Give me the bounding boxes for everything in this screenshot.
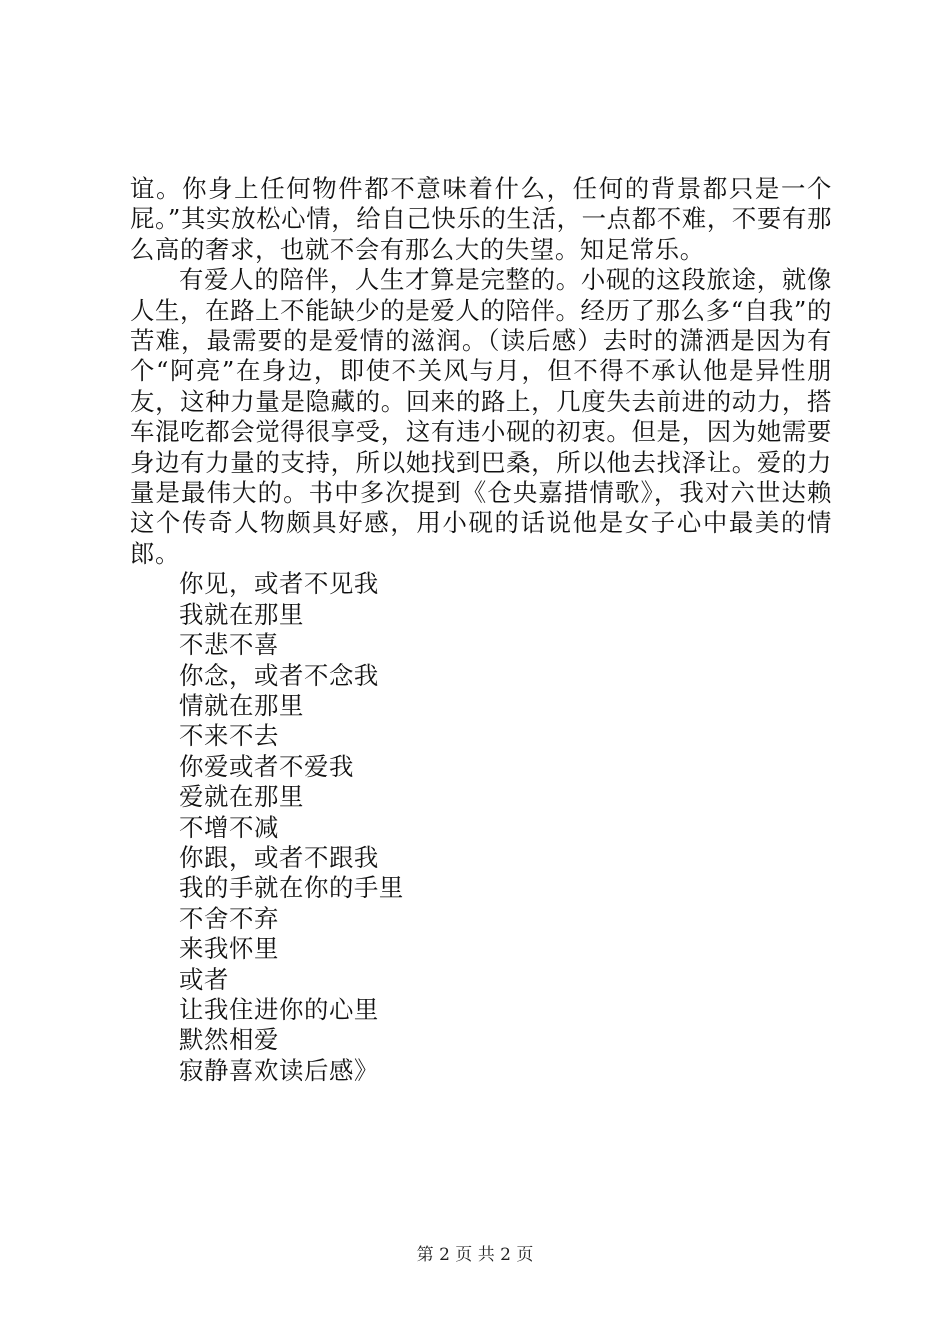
poem-line: 你见，或者不见我 [179, 569, 379, 599]
page-number-footer: 第 2 页 共 2 页 [416, 1245, 534, 1265]
poem-line: 不悲不喜 [179, 630, 279, 660]
poem-line: 我就在那里 [179, 599, 304, 629]
poem-line: 或者 [179, 964, 229, 994]
poem-line: 让我住进你的心里 [179, 994, 379, 1024]
paragraph-2: 有爱人的陪伴，人生才算是完整的。小砚的这段旅途，就像人生，在路上不能缺少的是爱人的陪伴。经历了那么多“自我”的苦难，最需要的是爱情的滋润。（读后感）去时的潇洒是因为有个“阿亮”在身边，即使不关风与月，但不得不承认他是异性朋友，这种力量是隐藏的。回来的路上，几度失去前进的动力，搭车混吃都会觉得很享受，这有违小砚的初衷。但是，因为她需要身边有力量的支持，所以她找到巴桑，所以他去找泽让。爱的力量是最伟大的。书中多次提到《仓央嘉措情歌》，我对六世达赖这个传奇人物颇具好感，用小砚的话说他是女子心中最美的情郎。 [130, 265, 832, 568]
poem-line: 不增不减 [179, 812, 279, 842]
poem-line: 不舍不弃 [179, 903, 279, 933]
poem [130, 569, 832, 1086]
poem-line: 默然相爱 [179, 1025, 279, 1055]
poem-line: 你跟，或者不跟我 [179, 842, 379, 872]
poem-line: 我的手就在你的手里 [179, 873, 404, 903]
poem-line: 来我怀里 [179, 934, 279, 964]
poem-line: 你爱或者不爱我 [179, 751, 354, 781]
paragraph-1: 谊。你身上任何物件都不意味着什么，任何的背景都只是一个屁。”其实放松心情，给自己快乐的生活，一点都不难，不要有那么高的奢求，也就不会有那么大的失望。知足常乐。 [130, 174, 832, 264]
poem-line: 不来不去 [179, 721, 279, 751]
poem-line: 寂静喜欢读后感》 [179, 1055, 379, 1085]
poem-line: 你念，或者不念我 [179, 660, 379, 690]
poem-line: 情就在那里 [179, 690, 304, 720]
poem-line: 爱就在那里 [179, 782, 304, 812]
document-body [130, 174, 832, 1086]
